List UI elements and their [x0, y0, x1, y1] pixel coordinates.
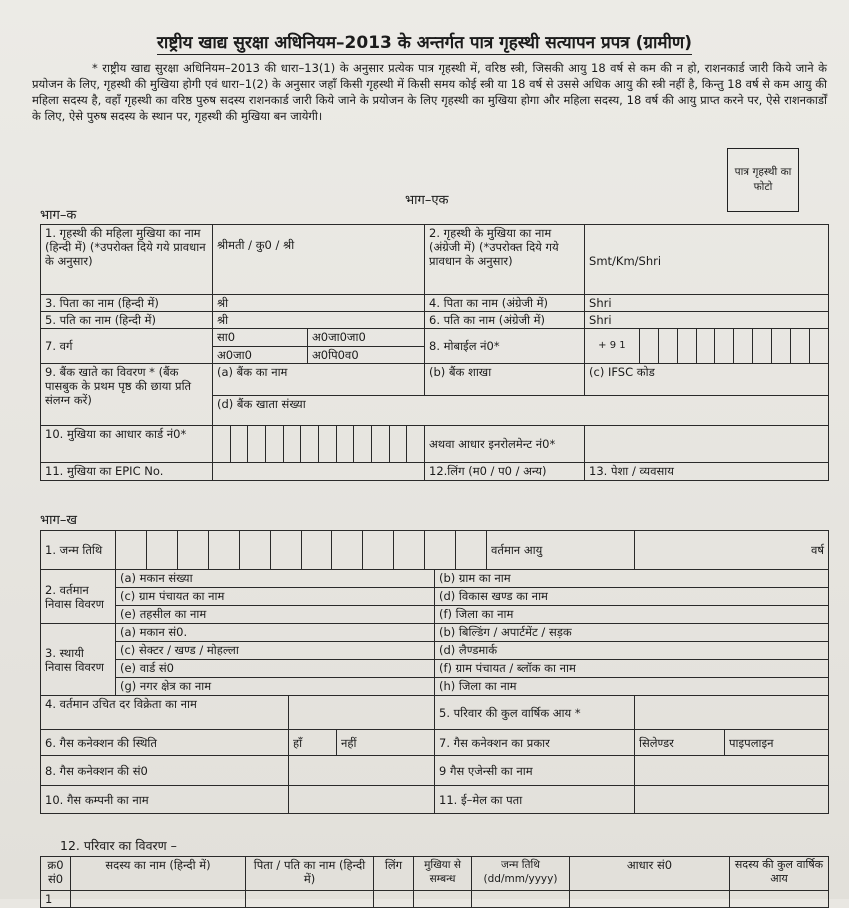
permanent-ward-field[interactable]: (e) वार्ड सं0	[116, 660, 435, 678]
bank-branch-field[interactable]: (b) बैंक शाखा	[425, 364, 585, 396]
permanent-landmark-field[interactable]: (d) लैण्डमार्क	[435, 642, 829, 660]
family-col-aadhaar: आधार सं0	[570, 857, 730, 891]
email-label: 11. ई–मेल का पता	[435, 786, 635, 814]
current-panchayat-field[interactable]: (c) ग्राम पंचायत का नाम	[116, 588, 435, 606]
email-field[interactable]	[635, 786, 829, 814]
permanent-panchayat-field[interactable]: (f) ग्राम पंचायत / ब्लॉक का नाम	[435, 660, 829, 678]
current-age-label: वर्तमान आयु	[487, 531, 635, 570]
family-row-cell[interactable]	[472, 891, 570, 908]
gas-agency-field[interactable]	[635, 756, 829, 786]
bank-name-field[interactable]: (a) बैंक का नाम	[213, 364, 425, 396]
dob-label: 1. जन्म तिथि	[41, 531, 116, 570]
gender-field[interactable]: 12.लिंग (म0 / प0 / अन्य)	[425, 463, 585, 481]
permanent-building-field[interactable]: (b) बिल्डिंग / अपार्टमेंट / सड़क	[435, 624, 829, 642]
fps-dealer-field[interactable]	[289, 696, 435, 730]
permanent-town-field[interactable]: (g) नगर क्षेत्र का नाम	[116, 678, 435, 696]
gas-connection-no-field[interactable]	[289, 756, 435, 786]
husband-name-hindi-field[interactable]: श्री	[213, 312, 425, 329]
family-col-relation: मुखिया से सम्बन्ध	[414, 857, 472, 891]
fps-dealer-label: 4. वर्तमान उचित दर विक्रेता का नाम	[41, 696, 289, 730]
bank-details-label: 9. बैंक खाते का विवरण * (बैंक पासबुक के प्रथम पृष्ठ की छाया प्रति संलग्न करें)	[41, 364, 213, 426]
head-female-name-field[interactable]: श्रीमती / कु0 / श्री	[213, 225, 425, 295]
family-row-cell[interactable]	[570, 891, 730, 908]
part-one-heading: भाग–एक	[405, 193, 449, 208]
gas-company-field[interactable]	[289, 786, 435, 814]
annual-income-label: 5. परिवार की कुल वार्षिक आय *	[435, 696, 635, 730]
aadhaar-label: 10. मुखिया का आधार कार्ड नं0*	[41, 426, 213, 463]
dob-boxes[interactable]	[116, 531, 487, 570]
permanent-district-field[interactable]: (h) जिला का नाम	[435, 678, 829, 696]
part-b-heading: भाग–ख	[40, 513, 77, 528]
category-obc-option[interactable]: अ0पि0व0	[308, 346, 425, 364]
category-sc-option[interactable]: अ0जा0	[213, 346, 308, 364]
part-b-table	[40, 530, 829, 814]
current-tehsil-field[interactable]: (e) तहसील का नाम	[116, 606, 435, 624]
family-col-father-husband: पिता / पति का नाम (हिन्दी में)	[246, 857, 374, 891]
current-village-field[interactable]: (b) ग्राम का नाम	[435, 570, 829, 588]
part-a-heading: भाग–क	[40, 208, 77, 223]
aadhaar-enrolment-label: अथवा आधार इनरोलमेन्ट नं0*	[425, 426, 585, 463]
family-row-cell[interactable]	[374, 891, 414, 908]
category-sc-st-option[interactable]: अ0जा0जा0	[308, 329, 425, 347]
occupation-field[interactable]: 13. पेशा / व्यवसाय	[585, 463, 829, 481]
annual-income-field[interactable]	[635, 696, 829, 730]
current-district-field[interactable]: (f) जिला का नाम	[435, 606, 829, 624]
father-name-english-field[interactable]: Shri	[585, 295, 829, 312]
gas-yes-option[interactable]: हॉं	[289, 730, 337, 756]
gas-agency-label: 9 गैस एजेन्सी का नाम	[435, 756, 635, 786]
husband-name-english-field[interactable]: Shri	[585, 312, 829, 329]
mobile-label: 8. मोबाईल नं0*	[425, 329, 585, 364]
father-name-english-label: 4. पिता का नाम (अंग्रेजी में)	[425, 295, 585, 312]
gas-type-label: 7. गैस कनेक्शन का प्रकार	[435, 730, 635, 756]
category-label: 7. वर्ग	[41, 329, 213, 364]
gas-status-label: 6. गैस कनेक्शन की स्थिति	[41, 730, 289, 756]
family-row-cell[interactable]	[414, 891, 472, 908]
family-col-serial: क्र0 सं0	[41, 857, 71, 891]
gas-cylinder-option[interactable]: सिलेण्डर	[635, 730, 725, 756]
head-name-english-field[interactable]: Smt/Km/Shri	[585, 225, 829, 295]
mobile-number-boxes[interactable]: + 9 1	[585, 329, 829, 364]
epic-field[interactable]	[213, 463, 425, 481]
father-name-hindi-label: 3. पिता का नाम (हिन्दी में)	[41, 295, 213, 312]
intro-paragraph: * राष्ट्रीय खाद्य सुरक्षा अधिनियम–2013 की धारा–13(1) के अनुसार प्रत्येक पात्र गृहस्थी में, वरिष्ठ स्त्री, जिसकी आयु 18 वर्ष से कम की न हो, राशनकार्ड जारी किये जाने के प्रयोजन के लिए, गृहस्थी की मुखिया होगी एवं धारा–1(2) के अनुसार जहाँ किसी गृहस्थी में किसी समय कोई स्त्री या 18 वर्ष से उससे अधिक आयु की स्त्री नहीं है, किन्तु 18 वर्ष से कम आयु की महिला सदस्य है, वहाँ गृहस्थी का वरिष्ठ पुरुष सदस्य राशनकार्ड जारी किये जाने के प्रयोजन के लिए गृहस्थी का मुखिया होगा और महिला सदस्य, 18 वर्ष की आयु प्राप्त करने पर, ऐसे राशनकार्डों के लिए, ऐसे पुरुष सदस्य के स्थान पर, गृहस्थी की मुखिया बन जायेगी।	[32, 61, 827, 123]
husband-name-hindi-label: 5. पति का नाम (हिन्दी में)	[41, 312, 213, 329]
head-name-english-label: 2. गृहस्थी के मुखिया का नाम (अंग्रेजी में) (*उपरोक्त दिये गये प्रावधान के अनुसार)	[425, 225, 585, 295]
photo-box[interactable]: पात्र गृहस्थी का फोटो	[727, 148, 799, 212]
ifsc-code-field[interactable]: (c) IFSC कोड	[585, 364, 829, 396]
epic-label: 11. मुखिया का EPIC No.	[41, 463, 213, 481]
current-block-field[interactable]: (d) विकास खण्ड का नाम	[435, 588, 829, 606]
aadhaar-enrolment-field[interactable]	[585, 426, 829, 463]
family-col-dob: जन्म तिथि (dd/mm/yyyy)	[472, 857, 570, 891]
part-a-table	[40, 224, 829, 481]
current-house-no-field[interactable]: (a) मकान संख्या	[116, 570, 435, 588]
bank-account-number-field[interactable]: (d) बैंक खाता संख्या	[213, 396, 829, 426]
current-address-label: 2. वर्तमान निवास विवरण	[41, 570, 116, 624]
father-name-hindi-field[interactable]: श्री	[213, 295, 425, 312]
head-female-name-label: 1. गृहस्थी की महिला मुखिया का नाम (हिन्दी में) (*उपरोक्त दिये गये प्रावधान के अनुसार)	[41, 225, 213, 295]
permanent-sector-field[interactable]: (c) सेक्टर / खण्ड / मोहल्ला	[116, 642, 435, 660]
family-details-heading: 12. परिवार का विवरण –	[60, 838, 177, 853]
permanent-house-no-field[interactable]: (a) मकान सं0.	[116, 624, 435, 642]
family-table	[40, 856, 829, 908]
gas-pipeline-option[interactable]: पाइपलाइन	[725, 730, 829, 756]
family-row-cell[interactable]	[71, 891, 246, 908]
family-row-cell[interactable]	[730, 891, 829, 908]
family-col-member-name: सदस्य का नाम (हिन्दी में)	[71, 857, 246, 891]
form-title: राष्ट्रीय खाद्य सुरक्षा अधिनियम–2013 के अन्तर्गत पात्र गृहस्थी सत्यापन प्रपत्र (ग्रामीण)	[156, 33, 692, 53]
family-row-cell[interactable]	[246, 891, 374, 908]
gas-connection-no-label: 8. गैस कनेक्शन की सं0	[41, 756, 289, 786]
aadhaar-number-boxes[interactable]	[213, 426, 425, 463]
gas-company-label: 10. गैस कम्पनी का नाम	[41, 786, 289, 814]
gas-no-option[interactable]: नहीं	[337, 730, 435, 756]
husband-name-english-label: 6. पति का नाम (अंग्रेजी में)	[425, 312, 585, 329]
category-general-option[interactable]: सा0	[213, 329, 308, 347]
permanent-address-label: 3. स्थायी निवास विवरण	[41, 624, 116, 696]
family-col-income: सदस्य की कुल वार्षिक आय	[730, 857, 829, 891]
current-age-field[interactable]: वर्ष	[635, 531, 829, 570]
family-row-serial: 1	[41, 891, 71, 908]
family-col-gender: लिंग	[374, 857, 414, 891]
